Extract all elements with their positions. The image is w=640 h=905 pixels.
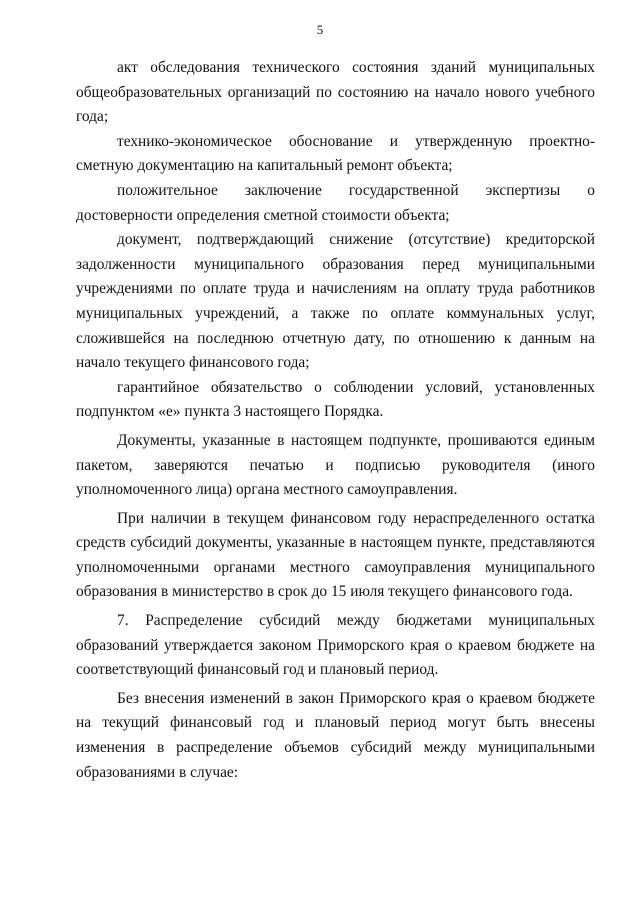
paragraph-documents-binding: Документы, указанные в настоящем подпункте, прошиваются единым пакетом, заверяются печатью и подписью руководителя (иного уполномоченного лица) органа местного самоуправления. [76, 431, 595, 499]
paragraph-inspection-act: акт обследования технического состояния зданий муниципальных общеобразовательных организаций по состоянию на начало нового учебного года; [76, 59, 595, 126]
paragraph-unallocated-balance: При наличии в текущем финансовом году нераспределенного остатка средств субсидий документы, указанные в настоящем пункте, представляются уполномоченными органами местного самоуправления муниципального образования в министерство в срок до 15 июля текущего финансового года. [76, 509, 595, 601]
paragraph-feasibility-study: технико-экономическое обоснование и утвержденную проектно-сметную документацию на капитальный ремонт объекта; [76, 132, 595, 175]
paragraph-item-7-distribution: 7. Распределение субсидий между бюджетами муниципальных образований утверждается законом Приморского края о краевом бюджете на соответствующий финансовый год и плановый период. [76, 612, 595, 679]
document-body [76, 56, 595, 785]
paragraph-distribution-changes: Без внесения изменений в закон Приморского края о краевом бюджете на текущий финансовый год и плановый период могут быть внесены изменения в распределение объемов субсидий между муниципальными образованиями в случае: [76, 689, 595, 781]
page-number: 5 [316, 22, 324, 37]
paragraph-debt-document: документ, подтверждающий снижение (отсутствие) кредиторской задолженности муниципального образования перед муниципальными учреждениями по оплате труда и начислениям на оплату труда работников муниципальных учреждений, а также по оплате коммунальных услуг, сложившейся на последнюю отчетную дату, по отношению к данным на начало текущего финансового года; [76, 231, 595, 372]
paragraph-guarantee-obligation: гарантийное обязательство о соблюдении условий, установленных подпунктом «е» пункта 3 настоящего Порядка. [76, 378, 595, 421]
paragraph-state-expertise: положительное заключение государственной экспертизы о достоверности определения сметной стоимости объекта; [76, 181, 595, 224]
